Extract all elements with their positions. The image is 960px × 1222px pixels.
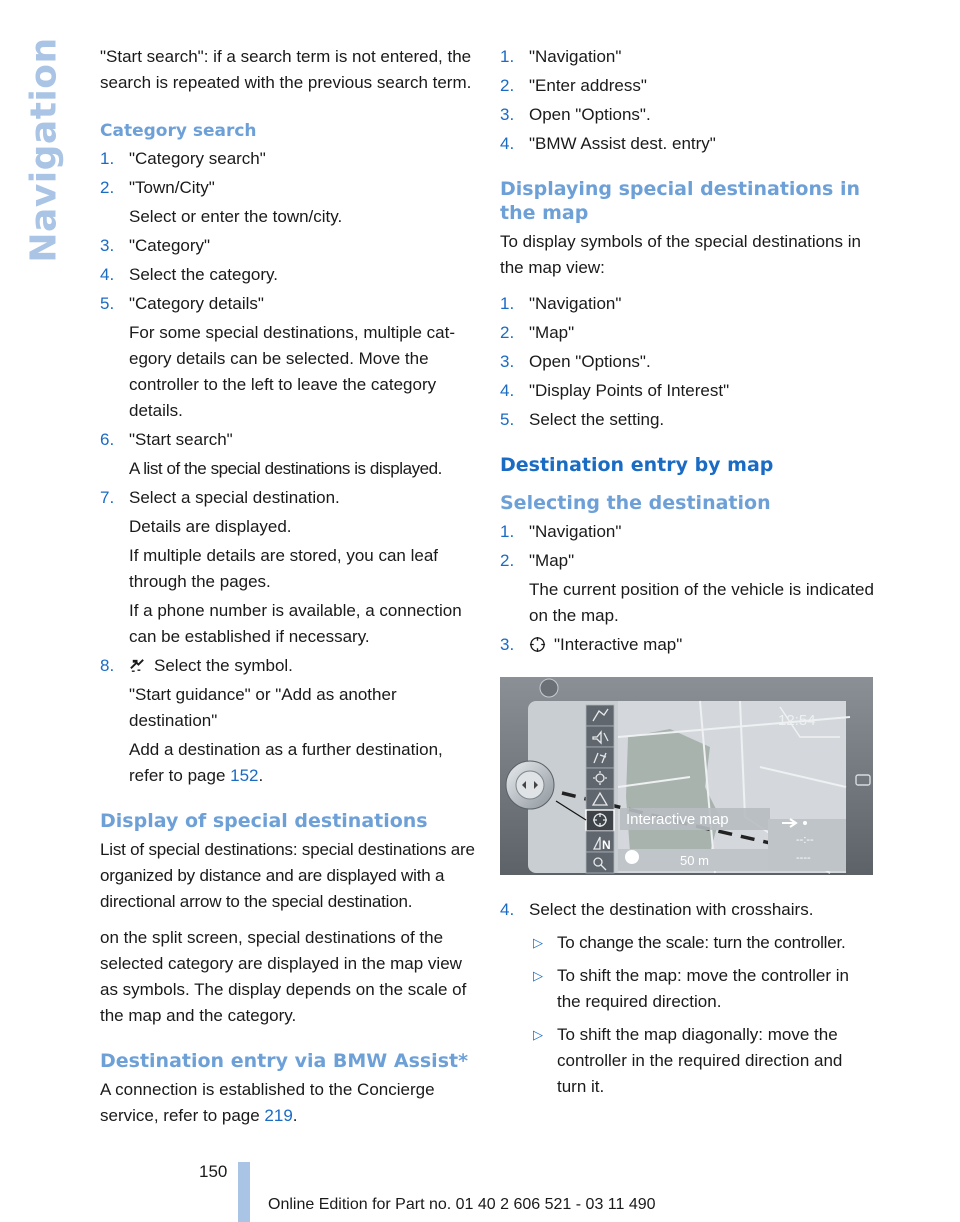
page-link-219[interactable]: 219 <box>264 1106 293 1125</box>
list-item: 3. Open "Options". <box>500 352 651 371</box>
bullet-item: ▷ To change the scale: turn the controller. <box>529 930 875 956</box>
category-search-heading: Category search <box>100 121 257 141</box>
route-flag-icon <box>129 657 146 674</box>
display-paragraph-2: on the split screen, special destinations of the selected category are displayed in the map view as symbols. The display depends on the scale of the map and the category. <box>100 928 467 1025</box>
list-item: 4. Select the category. <box>100 265 278 284</box>
list-item: 2. "Enter address" <box>500 76 647 95</box>
section-side-title: Navigation <box>23 37 65 263</box>
display-paragraph-1: List of special destinations: special destinations are organized by distance and are displayed with a directional arrow to the special destination. <box>100 840 475 911</box>
interactive-map-screenshot <box>500 677 873 875</box>
svg-text:N: N <box>602 838 611 852</box>
triangle-bullet-icon: ▷ <box>533 935 543 950</box>
list-item: 8. Select the symbol. "Start guidance" or "Add as another destination" Add a destination as a further destination, refer to page 152. <box>100 656 443 785</box>
page-number: 150 <box>199 1162 228 1181</box>
list-item: 1. "Navigation" <box>500 522 622 541</box>
svg-text:Interactive map: Interactive map <box>626 811 729 828</box>
left-column <box>100 44 475 1139</box>
intro-paragraph: "Start search": if a search term is not entered, the search is repeated with the previous search term. <box>100 47 472 92</box>
footer-edition-text: Online Edition for Part no. 01 40 2 606 521 - 03 11 490 <box>268 1196 656 1213</box>
list-item: 6. "Start search" A list of the special destinations is displayed. <box>100 430 442 478</box>
list-item: 4. Select the destination with crosshairs. ▷ To change the scale: turn the controller. ▷ To shift the map: move the controller in the required direction. ▷ To shift the map diagonally: move the controller in the required direction and turn it. <box>500 897 875 1100</box>
list-item: 5. "Category details" For some special destinations, multiple category details can be selected. Move the controller to the left to leave the category details. <box>100 294 455 420</box>
display-special-destinations-heading: Display of special destinations <box>100 810 428 832</box>
svg-text:--:--: --:-- <box>796 834 814 846</box>
svg-text:----: ---- <box>796 852 811 864</box>
page-link-152[interactable]: 152 <box>230 766 259 785</box>
list-item: 4. "BMW Assist dest. entry" <box>500 134 716 153</box>
svg-text:50 m: 50 m <box>680 853 709 868</box>
list-item: 3. Open "Options". <box>500 105 651 124</box>
list-item: 4. "Display Points of Interest" <box>500 381 730 400</box>
poi-intro: To display symbols of the special destinations in the map view: <box>500 232 861 277</box>
list-item: 2. "Town/City" Select or enter the town/city. <box>100 178 343 226</box>
assist-paragraph: A connection is established to the Concierge service, refer to page 219. <box>100 1080 435 1125</box>
destination-by-map-heading: Destination entry by map <box>500 454 774 476</box>
poi-heading: Displaying special destinations in the map <box>500 178 860 224</box>
selecting-destination-heading: Selecting the destination <box>500 492 771 514</box>
list-item: 1. "Navigation" <box>500 47 622 66</box>
triangle-bullet-icon: ▷ <box>533 968 543 983</box>
footer-accent-bar <box>238 1162 250 1222</box>
list-item: 7. Select a special destination. Details are displayed. If multiple details are stored, you can leaf through the pages. If a phone number is available, a connection can be established if necessary. <box>100 488 462 646</box>
bullet-item: ▷ To shift the map: move the controller in the required direction. <box>529 963 875 1015</box>
svg-text:12:54: 12:54 <box>778 712 816 729</box>
bullet-item: ▷ To shift the map diagonally: move the controller in the required direction and turn it. <box>529 1022 875 1100</box>
triangle-bullet-icon: ▷ <box>533 1027 543 1042</box>
list-item: 1. "Navigation" <box>500 294 622 313</box>
list-item: 5. Select the setting. <box>500 410 665 429</box>
list-item: 1. "Category search" <box>100 149 266 168</box>
bmw-assist-heading: Destination entry via BMW Assist* <box>100 1050 469 1072</box>
list-item: 2. "Map" The current position of the vehicle is indicated on the map. <box>500 551 874 625</box>
list-item: 3. "Interactive map" <box>500 635 683 654</box>
list-item: 2. "Map" <box>500 323 575 342</box>
crosshair-icon <box>529 636 546 653</box>
list-item: 3. "Category" <box>100 236 211 255</box>
right-column <box>500 44 875 1103</box>
